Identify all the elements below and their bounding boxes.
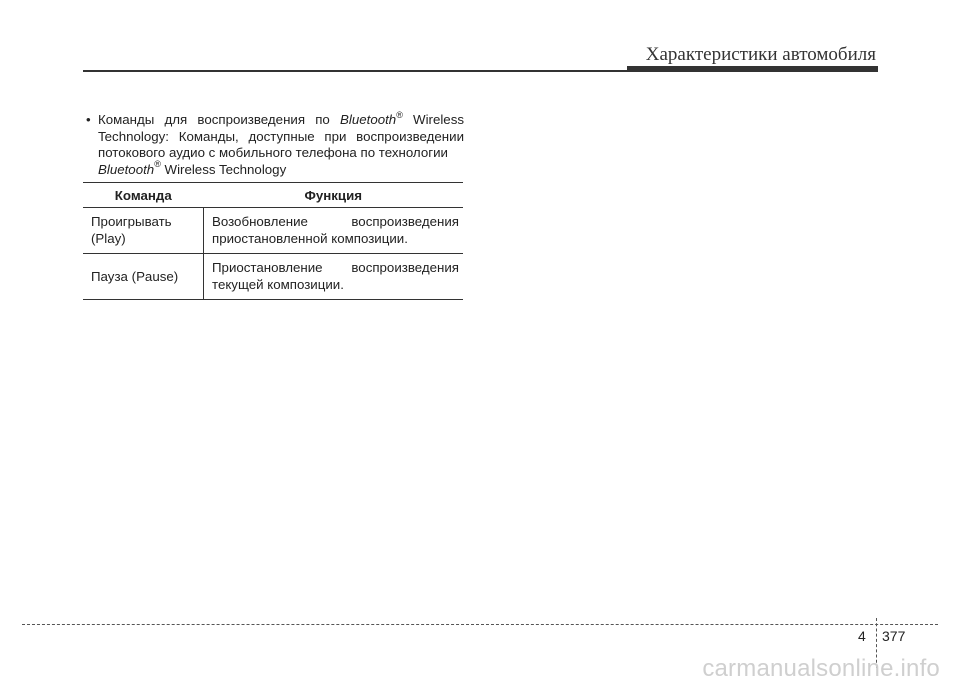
section-title: Характеристики автомобиля xyxy=(645,44,876,65)
registered-mark-2: ® xyxy=(154,159,161,170)
bullet-marker: • xyxy=(86,112,91,127)
intro-text-part3: Wireless Technology xyxy=(160,161,287,177)
registered-mark: ® xyxy=(396,109,403,120)
site-watermark: carmanualsonline.info xyxy=(702,655,940,682)
function-cell: Приостановление воспроизведения текущей композиции. xyxy=(204,254,464,300)
bluetooth-brand: Bluetooth xyxy=(340,112,397,127)
table-row xyxy=(83,254,463,300)
table-row xyxy=(83,208,463,254)
intro-text-part1: Команды для воспроизведения по xyxy=(98,112,341,127)
command-cell xyxy=(83,208,204,254)
command-cell: Пауза (Pause) xyxy=(83,254,204,300)
command-name: Проигрывать xyxy=(91,214,172,229)
chapter-number: 4 xyxy=(858,628,866,644)
intro-text-part2: Wireless Technology: Команды, доступные при воспроизведении потокового аудио с мобильного телефона по технологии xyxy=(98,112,465,160)
intro-last-line xyxy=(98,159,464,179)
bluetooth-intro-paragraph xyxy=(86,109,465,178)
table-header-row xyxy=(83,183,463,208)
column-header-command: Команда xyxy=(83,183,204,208)
bluetooth-brand-2: Bluetooth xyxy=(98,161,155,177)
intro-text xyxy=(98,109,465,178)
footer-rule xyxy=(22,624,938,625)
header-rule-accent xyxy=(627,66,878,72)
page-number: 377 xyxy=(882,628,906,644)
column-header-function: Функция xyxy=(204,183,464,208)
command-name-en: (Play) xyxy=(91,231,126,246)
function-cell: Возобновление воспроизведения приостановленной композиции. xyxy=(204,208,464,254)
commands-table xyxy=(83,182,463,300)
